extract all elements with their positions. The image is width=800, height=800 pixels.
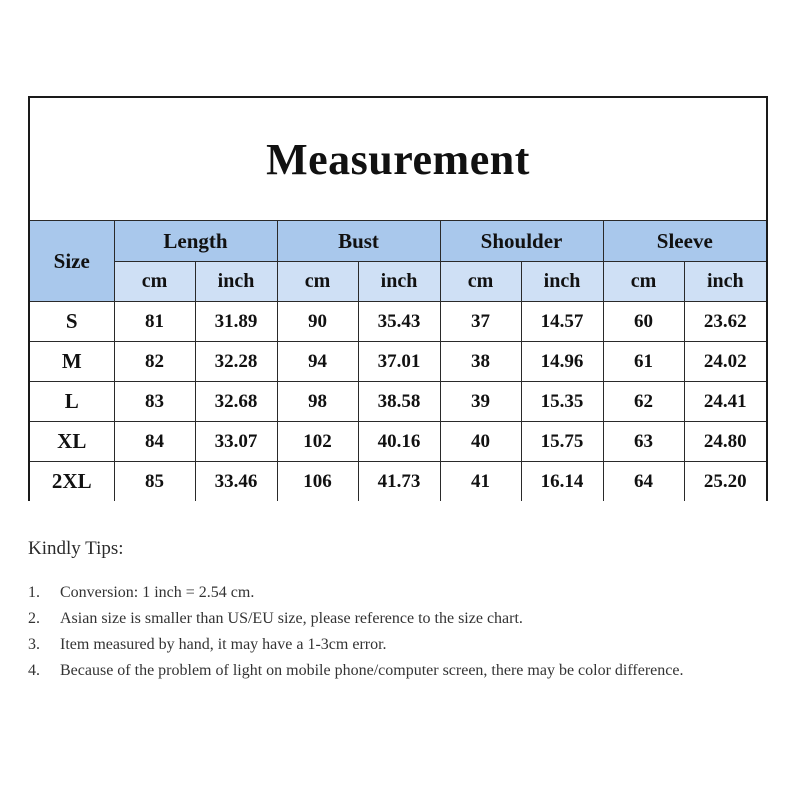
table-cell: 25.20 bbox=[684, 462, 766, 502]
table-cell: 38 bbox=[440, 342, 521, 382]
table-cell: 32.28 bbox=[195, 342, 277, 382]
table-cell: 102 bbox=[277, 422, 358, 462]
table-cell: 37.01 bbox=[358, 342, 440, 382]
table-cell: 98 bbox=[277, 382, 358, 422]
table-cell: 82 bbox=[114, 342, 195, 382]
unit-header: inch bbox=[521, 262, 603, 302]
group-header-bust: Bust bbox=[277, 221, 440, 262]
table-cell: 85 bbox=[114, 462, 195, 502]
tips-heading: Kindly Tips: bbox=[28, 538, 124, 559]
kindly-tips bbox=[28, 538, 788, 684]
table-cell: 63 bbox=[603, 422, 684, 462]
list-item bbox=[28, 632, 788, 658]
size-column-header: Size bbox=[30, 221, 114, 302]
tip-number: 4. bbox=[28, 662, 40, 679]
size-label: L bbox=[30, 382, 114, 422]
table-cell: 106 bbox=[277, 462, 358, 502]
table-cell: 62 bbox=[603, 382, 684, 422]
table-cell: 35.43 bbox=[358, 302, 440, 342]
size-table bbox=[30, 220, 766, 501]
tips-list bbox=[28, 580, 788, 684]
table-cell: 90 bbox=[277, 302, 358, 342]
table-row bbox=[30, 342, 766, 382]
tip-text: Asian size is smaller than US/EU size, please reference to the size chart. bbox=[60, 610, 523, 627]
unit-header: inch bbox=[358, 262, 440, 302]
table-row bbox=[30, 422, 766, 462]
chart-title: Measurement bbox=[266, 134, 530, 184]
table-cell: 83 bbox=[114, 382, 195, 422]
table-cell: 39 bbox=[440, 382, 521, 422]
table-row bbox=[30, 302, 766, 342]
table-cell: 24.80 bbox=[684, 422, 766, 462]
table-cell: 14.96 bbox=[521, 342, 603, 382]
table-cell: 37 bbox=[440, 302, 521, 342]
table-cell: 40 bbox=[440, 422, 521, 462]
group-header-length: Length bbox=[114, 221, 277, 262]
table-cell: 16.14 bbox=[521, 462, 603, 502]
tip-number: 2. bbox=[28, 610, 40, 627]
unit-header: inch bbox=[684, 262, 766, 302]
unit-header: cm bbox=[440, 262, 521, 302]
table-row bbox=[30, 462, 766, 502]
group-header-sleeve: Sleeve bbox=[603, 221, 766, 262]
table-cell: 94 bbox=[277, 342, 358, 382]
size-label: S bbox=[30, 302, 114, 342]
tip-text: Conversion: 1 inch = 2.54 cm. bbox=[60, 584, 255, 601]
table-cell: 41.73 bbox=[358, 462, 440, 502]
size-chart bbox=[28, 96, 768, 501]
table-cell: 38.58 bbox=[358, 382, 440, 422]
table-cell: 64 bbox=[603, 462, 684, 502]
table-cell: 32.68 bbox=[195, 382, 277, 422]
table-cell: 14.57 bbox=[521, 302, 603, 342]
table-cell: 23.62 bbox=[684, 302, 766, 342]
unit-header-row bbox=[30, 262, 766, 302]
tip-number: 1. bbox=[28, 584, 40, 601]
table-cell: 15.75 bbox=[521, 422, 603, 462]
list-item bbox=[28, 580, 788, 606]
table-cell: 15.35 bbox=[521, 382, 603, 422]
unit-header: cm bbox=[603, 262, 684, 302]
tip-text: Item measured by hand, it may have a 1-3cm error. bbox=[60, 636, 387, 653]
table-cell: 41 bbox=[440, 462, 521, 502]
table-cell: 61 bbox=[603, 342, 684, 382]
size-label: 2XL bbox=[30, 462, 114, 502]
unit-header: cm bbox=[114, 262, 195, 302]
table-row bbox=[30, 382, 766, 422]
size-label: XL bbox=[30, 422, 114, 462]
list-item bbox=[28, 606, 788, 632]
table-cell: 24.41 bbox=[684, 382, 766, 422]
table-cell: 84 bbox=[114, 422, 195, 462]
group-header-row bbox=[30, 221, 766, 262]
table-cell: 81 bbox=[114, 302, 195, 342]
group-header-shoulder: Shoulder bbox=[440, 221, 603, 262]
tip-number: 3. bbox=[28, 636, 40, 653]
table-cell: 31.89 bbox=[195, 302, 277, 342]
table-cell: 60 bbox=[603, 302, 684, 342]
table-cell: 33.07 bbox=[195, 422, 277, 462]
list-item bbox=[28, 658, 788, 684]
unit-header: inch bbox=[195, 262, 277, 302]
table-cell: 24.02 bbox=[684, 342, 766, 382]
size-label: M bbox=[30, 342, 114, 382]
tip-text: Because of the problem of light on mobile phone/computer screen, there may be color difference. bbox=[60, 662, 684, 679]
unit-header: cm bbox=[277, 262, 358, 302]
table-cell: 40.16 bbox=[358, 422, 440, 462]
table-cell: 33.46 bbox=[195, 462, 277, 502]
